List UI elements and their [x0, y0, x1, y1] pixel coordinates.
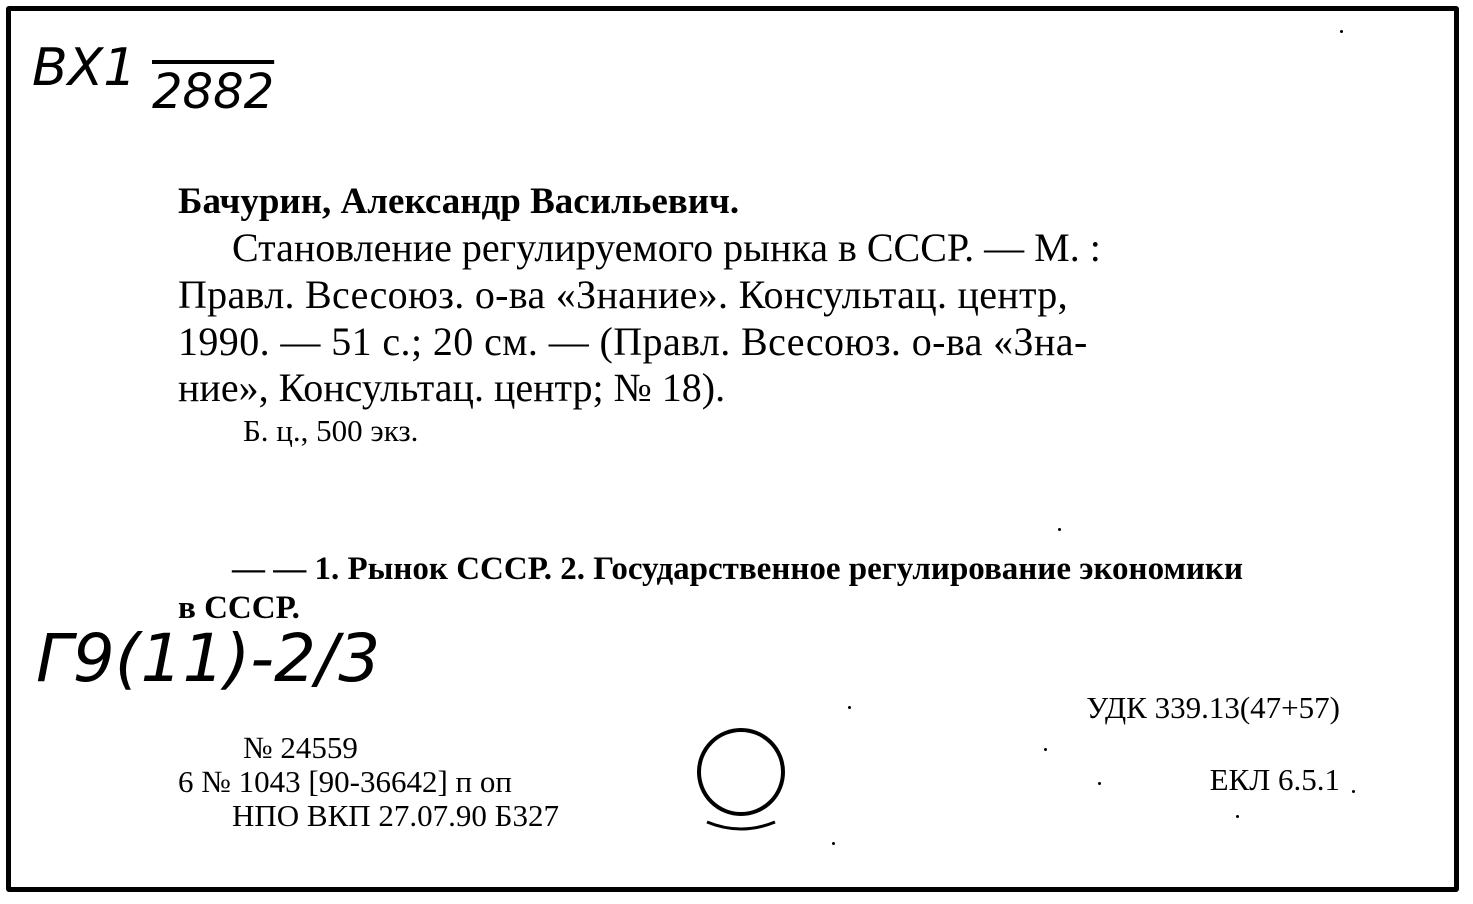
record-number: № 24559 [243, 730, 358, 765]
scan-speck [848, 706, 851, 709]
handwritten-class-mark: Г9(11)-2/3 [36, 620, 381, 697]
scan-speck [1058, 528, 1061, 531]
author-heading: Бачурин, Александр Васильевич. [178, 181, 740, 222]
title-line-3: 1990. — 51 с.; 20 см. — (Правл. Всесоюз. о-ва «Зна- [178, 319, 1088, 364]
scan-speck [832, 842, 835, 845]
scan-speck [1352, 790, 1355, 793]
order-number: 6 № 1043 [90-36642] п оп [178, 764, 512, 799]
scan-speck [1340, 30, 1343, 33]
price-and-copies: Б. ц., 500 экз. [243, 413, 419, 448]
title-line-4: ние», Консультац. центр; № 18). [178, 365, 726, 410]
title-line-2: Правл. Всесоюз. о-ва «Знание». Консультац. центр, [178, 272, 1068, 317]
printer-imprint: НПО ВКП 27.07.90 Б327 [232, 798, 559, 833]
handwritten-shelf-mark-prefix: ВХ1 [32, 38, 137, 98]
card-rod-hole [697, 726, 797, 838]
scan-speck [1236, 815, 1239, 818]
handwritten-shelf-mark-number: 2882 [152, 64, 275, 120]
udc-code: УДК 339.13(47+57) [1086, 690, 1340, 725]
ekl-code: ЕКЛ 6.5.1 [1209, 762, 1340, 797]
scan-speck [1098, 782, 1101, 785]
scan-speck [1044, 748, 1047, 751]
title-line-1: Становление регулируемого рынка в СССР. — М. : [232, 225, 1101, 270]
subject-headings-line-2: в СССР. [178, 590, 300, 626]
subject-headings-line-1: — — 1. Рынок СССР. 2. Государственное регулирование экономики [232, 551, 1243, 587]
